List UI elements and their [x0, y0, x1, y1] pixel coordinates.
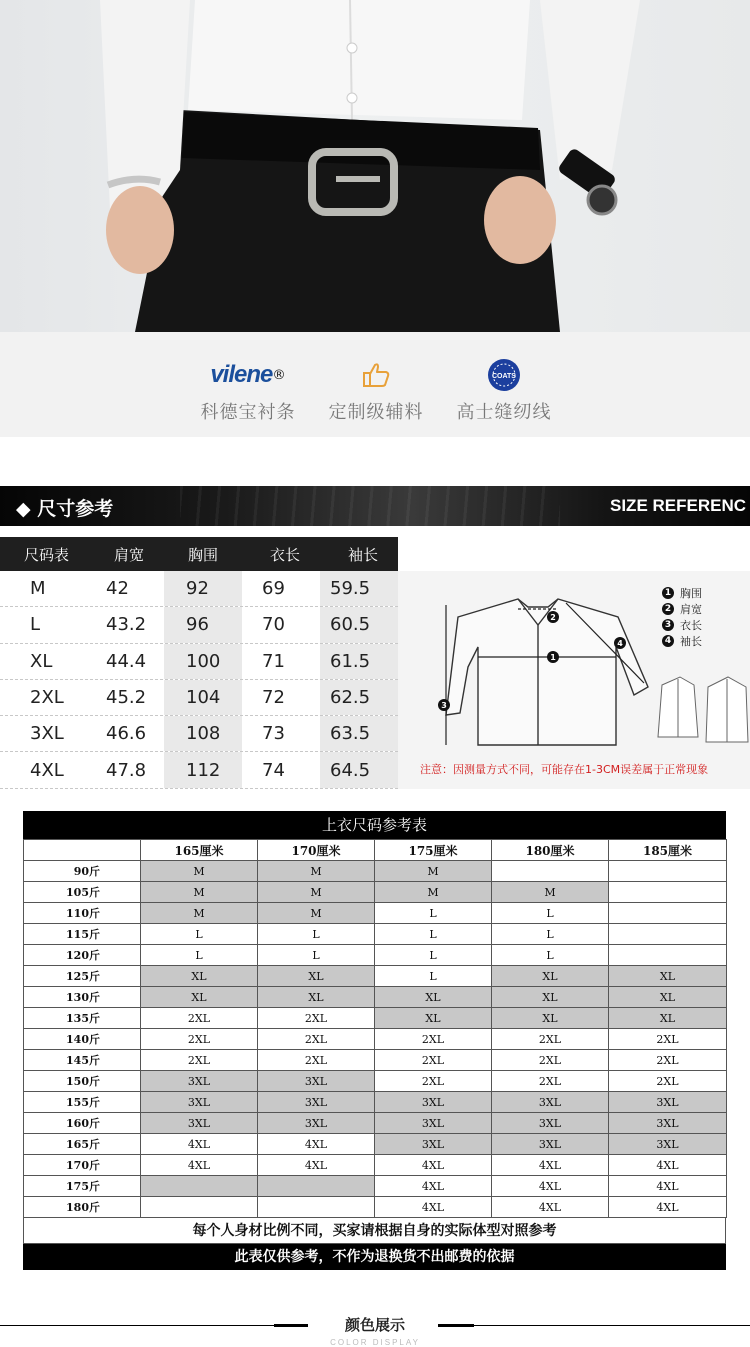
- size-recommendation-cell: XL: [258, 987, 375, 1008]
- size-recommendation-cell: 2XL: [375, 1071, 492, 1092]
- svg-text:1: 1: [550, 653, 556, 662]
- size-recommendation-cell: 2XL: [375, 1029, 492, 1050]
- size-recommendation-cell: L: [492, 903, 609, 924]
- header-chest: 胸围: [188, 545, 219, 564]
- size-recommendation-cell: M: [258, 903, 375, 924]
- size-table-header: [0, 537, 398, 571]
- size-cell: M: [30, 578, 46, 600]
- size-recommendation-cell: L: [492, 945, 609, 966]
- weight-header: 130斤: [24, 987, 141, 1008]
- size-row: [0, 571, 398, 607]
- size-recommendation-cell: 4XL: [258, 1134, 375, 1155]
- size-cell: 71: [262, 650, 285, 672]
- size-cell: 3XL: [30, 723, 64, 745]
- size-row: [0, 644, 398, 680]
- table-row: [24, 1029, 727, 1050]
- size-cell: 64.5: [320, 752, 398, 787]
- size-recommendation-cell: 4XL: [609, 1176, 727, 1197]
- size-cell: 43.2: [106, 614, 147, 636]
- feature-label: 高士缝纫线: [456, 402, 552, 423]
- legend-item: [662, 601, 702, 617]
- feature-coats: [434, 356, 574, 424]
- legend-item: [662, 585, 702, 601]
- size-recommendation-cell: XL: [375, 987, 492, 1008]
- svg-text:3: 3: [441, 701, 447, 710]
- section-title: ◆ 尺寸参考: [16, 498, 114, 520]
- weight-header: 145斤: [24, 1050, 141, 1071]
- size-recommendation-cell: 2XL: [141, 1029, 258, 1050]
- size-recommendation-cell: 4XL: [141, 1155, 258, 1176]
- size-recommendation-cell: 4XL: [258, 1155, 375, 1176]
- size-recommendation-cell: 3XL: [375, 1092, 492, 1113]
- table-row: [24, 903, 727, 924]
- weight-header: 90斤: [24, 861, 141, 882]
- size-recommendation-cell: 2XL: [141, 1050, 258, 1071]
- weight-header: 140斤: [24, 1029, 141, 1050]
- size-recommendation-cell: 3XL: [492, 1092, 609, 1113]
- size-cell: 4XL: [30, 759, 64, 781]
- reference-table-title: 上衣尺码参考表: [23, 811, 726, 839]
- size-recommendation-cell: 3XL: [258, 1092, 375, 1113]
- vilene-logo: vilene ®: [210, 361, 286, 388]
- size-cell: 108: [164, 716, 242, 751]
- measurement-note: 注意：因测量方式不同，可能存在1-3CM误差属于正常现象: [420, 763, 709, 776]
- size-recommendation-cell: L: [258, 924, 375, 945]
- header-shoulder: 肩宽: [114, 545, 145, 564]
- size-recommendation-cell: XL: [375, 1008, 492, 1029]
- size-recommendation-cell: M: [375, 861, 492, 882]
- size-recommendation-cell: M: [141, 903, 258, 924]
- legend-label: 肩宽: [680, 603, 702, 616]
- legend-number: 3: [662, 619, 674, 631]
- size-recommendation-cell: 3XL: [609, 1134, 727, 1155]
- size-row: [0, 752, 398, 788]
- size-recommendation-cell: 3XL: [141, 1113, 258, 1134]
- table-row: [24, 945, 727, 966]
- height-header: 165厘米: [141, 840, 258, 861]
- size-recommendation-cell: XL: [258, 966, 375, 987]
- size-cell: 104: [164, 680, 242, 715]
- size-cell: 59.5: [320, 571, 398, 606]
- reference-table: [23, 811, 726, 1270]
- size-recommendation-cell: M: [141, 882, 258, 903]
- height-header: 175厘米: [375, 840, 492, 861]
- size-recommendation-cell: XL: [492, 966, 609, 987]
- size-cell: L: [30, 614, 41, 636]
- legend-label: 袖长: [680, 635, 702, 648]
- size-recommendation-cell: 2XL: [258, 1050, 375, 1071]
- size-recommendation-cell: [609, 861, 727, 882]
- reference-table-grid: [23, 839, 727, 1218]
- size-recommendation-cell: [492, 861, 609, 882]
- size-recommendation-cell: XL: [141, 966, 258, 987]
- color-display-header: [0, 1308, 750, 1346]
- size-recommendation-cell: 3XL: [492, 1113, 609, 1134]
- size-recommendation-cell: [609, 945, 727, 966]
- table-row: [24, 1092, 727, 1113]
- table-row: [24, 1071, 727, 1092]
- weight-header: 125斤: [24, 966, 141, 987]
- table-row: [24, 1176, 727, 1197]
- size-cell: 62.5: [320, 680, 398, 715]
- size-recommendation-cell: 2XL: [609, 1050, 727, 1071]
- feature-strip: [0, 332, 750, 437]
- size-row: [0, 680, 398, 716]
- size-cell: 63.5: [320, 716, 398, 751]
- size-recommendation-cell: 3XL: [258, 1071, 375, 1092]
- size-recommendation-cell: XL: [609, 987, 727, 1008]
- banner-decoration: [180, 486, 560, 526]
- size-recommendation-cell: 2XL: [375, 1050, 492, 1071]
- svg-text:2: 2: [550, 613, 556, 622]
- size-recommendation-cell: [258, 1197, 375, 1218]
- size-reference-banner: [0, 486, 750, 526]
- size-recommendation-cell: 2XL: [492, 1029, 609, 1050]
- coats-logo: [434, 356, 574, 394]
- legend-label: 胸围: [680, 587, 702, 600]
- table-row: [24, 966, 727, 987]
- size-recommendation-cell: L: [375, 903, 492, 924]
- header-size: 尺码表: [24, 545, 70, 564]
- legend-label: 衣长: [680, 619, 702, 632]
- size-recommendation-cell: [141, 1197, 258, 1218]
- size-recommendation-cell: [609, 903, 727, 924]
- weight-header: 120斤: [24, 945, 141, 966]
- size-recommendation-cell: 4XL: [609, 1197, 727, 1218]
- size-cell: 45.2: [106, 687, 147, 709]
- size-recommendation-cell: 4XL: [375, 1176, 492, 1197]
- size-row: [0, 716, 398, 752]
- weight-header: 115斤: [24, 924, 141, 945]
- size-cell: 70: [262, 614, 285, 636]
- coats-logo-text: COATS: [492, 373, 516, 380]
- size-recommendation-cell: 2XL: [258, 1008, 375, 1029]
- feature-label: 定制级辅料: [328, 402, 424, 423]
- size-recommendation-cell: [609, 924, 727, 945]
- weight-header: 170斤: [24, 1155, 141, 1176]
- size-recommendation-cell: 3XL: [609, 1092, 727, 1113]
- size-row: [0, 607, 398, 643]
- color-display-title: 颜色展示: [344, 1316, 405, 1334]
- size-cell: 47.8: [106, 759, 147, 781]
- size-recommendation-cell: [141, 1176, 258, 1197]
- weight-header: 180斤: [24, 1197, 141, 1218]
- thumbs-up-icon: [306, 356, 446, 394]
- corner-cell: [24, 840, 141, 861]
- size-recommendation-cell: 4XL: [492, 1197, 609, 1218]
- weight-header: 110斤: [24, 903, 141, 924]
- legend-item: [662, 617, 702, 633]
- size-recommendation-cell: L: [258, 945, 375, 966]
- size-cell: 60.5: [320, 607, 398, 642]
- size-recommendation-cell: 4XL: [375, 1197, 492, 1218]
- color-display-subtitle: COLOR DISPLAY: [330, 1338, 420, 1347]
- size-recommendation-cell: 4XL: [141, 1134, 258, 1155]
- table-row: [24, 861, 727, 882]
- header-sleeve: 袖长: [348, 545, 379, 564]
- size-recommendation-cell: 3XL: [258, 1113, 375, 1134]
- size-cell: XL: [30, 650, 53, 672]
- size-recommendation-cell: M: [258, 861, 375, 882]
- size-recommendation-cell: L: [375, 924, 492, 945]
- size-recommendation-cell: 2XL: [258, 1029, 375, 1050]
- size-cell: 46.6: [106, 723, 147, 745]
- size-recommendation-cell: XL: [141, 987, 258, 1008]
- size-cell: 73: [262, 723, 285, 745]
- reference-table-note: 每个人身材比例不同，买家请根据自身的实际体型对照参考: [23, 1218, 726, 1244]
- size-recommendation-cell: L: [141, 924, 258, 945]
- height-header: 185厘米: [609, 840, 727, 861]
- table-row: [24, 882, 727, 903]
- size-recommendation-cell: XL: [492, 987, 609, 1008]
- model-illustration: [0, 0, 750, 332]
- size-recommendation-cell: 2XL: [492, 1050, 609, 1071]
- table-row: [24, 1008, 727, 1029]
- height-header: 180厘米: [492, 840, 609, 861]
- size-recommendation-cell: L: [141, 945, 258, 966]
- feature-label: 科德宝衬条: [200, 402, 296, 423]
- size-recommendation-cell: 2XL: [609, 1029, 727, 1050]
- size-recommendation-cell: XL: [609, 1008, 727, 1029]
- size-recommendation-cell: [609, 882, 727, 903]
- size-recommendation-cell: 4XL: [609, 1155, 727, 1176]
- height-header: 170厘米: [258, 840, 375, 861]
- legend-number: 1: [662, 587, 674, 599]
- size-cell: 96: [164, 607, 242, 642]
- size-recommendation-cell: M: [258, 882, 375, 903]
- size-cell: 69: [262, 578, 285, 600]
- weight-header: 175斤: [24, 1176, 141, 1197]
- size-recommendation-cell: 4XL: [492, 1155, 609, 1176]
- section-title-en: SIZE REFERENC: [610, 496, 747, 515]
- legend-item: [662, 633, 702, 649]
- size-cell: 44.4: [106, 650, 147, 672]
- feature-vilene: [178, 356, 318, 424]
- weight-header: 105斤: [24, 882, 141, 903]
- reference-table-disclaimer: 此表仅供参考，不作为退换货不出邮费的依据: [23, 1244, 726, 1270]
- size-recommendation-cell: 3XL: [375, 1134, 492, 1155]
- feature-custom-accessories: [306, 356, 446, 424]
- weight-header: 135斤: [24, 1008, 141, 1029]
- diagram-legend: [662, 585, 702, 649]
- weight-header: 160斤: [24, 1113, 141, 1134]
- size-recommendation-cell: [258, 1176, 375, 1197]
- size-cell: 112: [164, 752, 242, 787]
- size-cell: 61.5: [320, 644, 398, 679]
- product-photo: [0, 0, 750, 332]
- weight-header: 165斤: [24, 1134, 141, 1155]
- table-row: [24, 1113, 727, 1134]
- size-recommendation-cell: XL: [492, 1008, 609, 1029]
- table-row: [24, 1050, 727, 1071]
- size-recommendation-cell: 4XL: [375, 1155, 492, 1176]
- weight-header: 150斤: [24, 1071, 141, 1092]
- size-recommendation-cell: 3XL: [492, 1134, 609, 1155]
- size-cell: 2XL: [30, 687, 64, 709]
- measurement-diagram: [398, 537, 750, 789]
- size-cell: 72: [262, 687, 285, 709]
- reference-table-header-row: [24, 840, 727, 861]
- size-recommendation-cell: L: [492, 924, 609, 945]
- legend-number: 4: [662, 635, 674, 647]
- vilene-logo-text: vilene: [210, 361, 273, 388]
- size-recommendation-cell: 3XL: [141, 1092, 258, 1113]
- size-recommendation-cell: 2XL: [609, 1071, 727, 1092]
- size-recommendation-cell: 3XL: [375, 1113, 492, 1134]
- table-row: [24, 1134, 727, 1155]
- size-recommendation-cell: 2XL: [141, 1008, 258, 1029]
- table-row: [24, 987, 727, 1008]
- size-recommendation-cell: XL: [609, 966, 727, 987]
- svg-text:4: 4: [617, 639, 623, 648]
- size-recommendation-cell: L: [375, 966, 492, 987]
- table-row: [24, 1197, 727, 1218]
- shirt-diagram-illustration: [398, 537, 750, 789]
- weight-header: 155斤: [24, 1092, 141, 1113]
- header-length: 衣长: [270, 545, 301, 564]
- size-recommendation-cell: L: [375, 945, 492, 966]
- size-recommendation-cell: 2XL: [492, 1071, 609, 1092]
- legend-number: 2: [662, 603, 674, 615]
- size-cell: 100: [164, 644, 242, 679]
- size-recommendation-cell: M: [141, 861, 258, 882]
- size-table-body: [0, 571, 398, 789]
- size-cell: 42: [106, 578, 129, 600]
- size-cell: 92: [164, 571, 242, 606]
- size-cell: 74: [262, 759, 285, 781]
- size-table: [0, 537, 398, 789]
- size-recommendation-cell: M: [492, 882, 609, 903]
- size-recommendation-cell: 3XL: [609, 1113, 727, 1134]
- table-row: [24, 924, 727, 945]
- table-row: [24, 1155, 727, 1176]
- size-recommendation-cell: 3XL: [141, 1071, 258, 1092]
- size-recommendation-cell: 4XL: [492, 1176, 609, 1197]
- size-recommendation-cell: M: [375, 882, 492, 903]
